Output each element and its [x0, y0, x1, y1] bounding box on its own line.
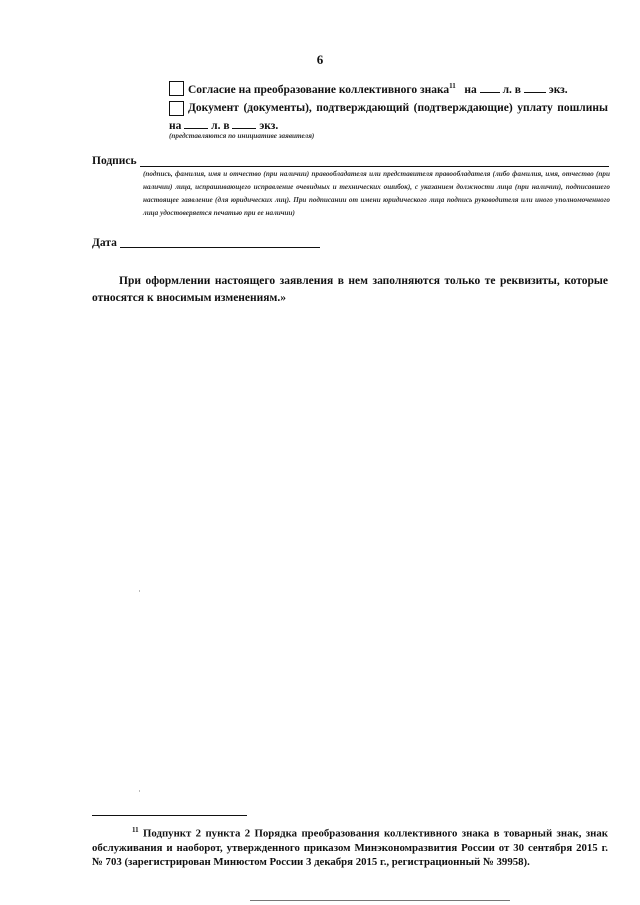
- signature-label: Подпись: [92, 155, 137, 167]
- footnote-mark: 11: [132, 826, 139, 834]
- footnote-text: Подпункт 2 пункта 2 Порядка преобразования коллективного знака в товарный знак, знак обслуживания и наоборот, утвержденного приказом Минэкономразвития России от 30 сентября 2015 г. № 703 (зарегистрирован Минюстом России 3 декабря 2015 г., регистрационный № 39958).: [92, 827, 608, 868]
- consent-text: Согласие на преобразование коллективного знака: [188, 84, 450, 96]
- payment-doc-pages-field[interactable]: [184, 118, 208, 129]
- footnote-divider: [92, 815, 247, 816]
- scan-speck: [139, 790, 140, 792]
- consent-pages-field[interactable]: [480, 82, 500, 93]
- consent-na: на: [464, 84, 477, 96]
- payment-doc-note: (представляются по инициативе заявителя): [169, 132, 315, 140]
- signature-note: (подпись, фамилия, имя и отчество (при наличии) правообладателя или представителя правообладателя (либо фамилия, имя, отчество (при наличии) лица, испрашивающего исправление очевидных и технических ошибок), с указанием должности лица (при наличии), подписавшего настоящее заявление (для юридических лиц). При подписании от имени юридического лица подпись руководителя или иного уполномоченного лица удостоверяется печатью при ее наличии): [143, 170, 610, 217]
- footnote: [92, 823, 608, 869]
- payment-doc-na: на: [169, 120, 182, 132]
- scan-edge: [250, 900, 510, 901]
- payment-doc-copies-label: экз.: [259, 120, 279, 132]
- footnote-ref: 11: [449, 82, 456, 91]
- payment-doc-line2: [169, 118, 278, 132]
- consent-checkbox[interactable]: [169, 81, 184, 96]
- consent-copies-field[interactable]: [524, 82, 546, 93]
- date-field[interactable]: [120, 247, 320, 248]
- date-label: Дата: [92, 237, 117, 249]
- payment-doc-text: Документ (документы), подтверждающий (подтверждающие) уплату пошлины: [188, 102, 608, 114]
- payment-doc-pages-label: л. в: [211, 120, 230, 132]
- consent-line: [188, 82, 568, 96]
- page-number: 6: [316, 52, 324, 67]
- payment-doc-checkbox[interactable]: [169, 101, 184, 116]
- scan-speck: [139, 590, 140, 592]
- closing-paragraph: При оформлении настоящего заявления в нем заполняются только те реквизиты, которые относятся к вносимым изменениям.»: [92, 275, 608, 304]
- consent-pages-label: л. в: [502, 84, 521, 96]
- payment-doc-copies-field[interactable]: [232, 118, 256, 129]
- consent-copies-label: экз.: [548, 84, 568, 96]
- signature-field[interactable]: [140, 166, 609, 167]
